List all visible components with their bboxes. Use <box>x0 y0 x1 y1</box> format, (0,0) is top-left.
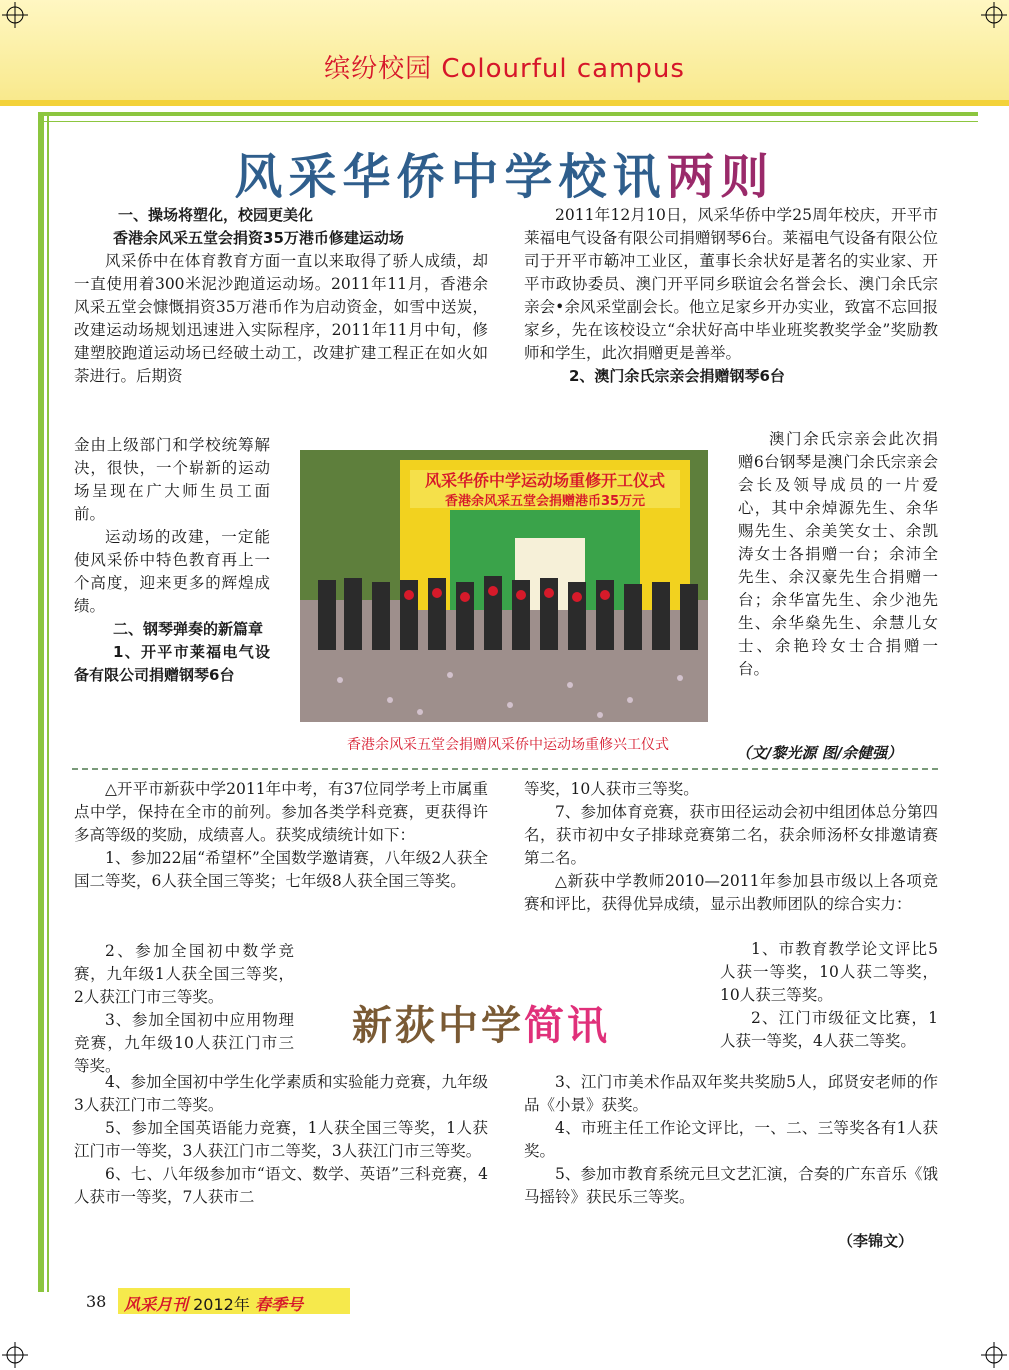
section-header-title: 缤纷校园 Colourful campus <box>324 54 685 84</box>
photo-caption: 香港余风采五堂会捐赠风采侨中运动场重修兴工仪式 <box>347 737 669 753</box>
article-title-highlight: 两则 <box>666 149 775 205</box>
section-heading: 一、操场将塑化，校园更美化 <box>118 206 314 224</box>
article2-right-narrow <box>720 938 938 1053</box>
article-title-main: 风采华侨中学校讯 <box>234 149 667 205</box>
article2-right-bottom <box>524 1071 938 1209</box>
crop-mark-icon <box>2 2 28 28</box>
article2-right-column <box>524 778 938 916</box>
paragraph: 1、参加22届“希望杯”全国数学邀请赛，八年级2人获全国二等奖，6人获全国三等奖；七年级8人获全国三等奖。 <box>74 849 488 890</box>
section-subheading: 香港余风采五堂会捐资35万港币修建运动场 <box>113 229 404 247</box>
paragraph: △新荻中学教师2010—2011年参加县市级以上各项竞赛和评比，获得优异成绩，显示出教师团队的综合实力： <box>524 872 938 913</box>
paragraph: 2、参加全国初中数学竞赛，九年级1人获全国三等奖，2人获江门市三等奖。 <box>74 942 294 1006</box>
photo-banner-line2: 香港余风采五堂会捐赠港币35万元 <box>444 494 646 509</box>
frame-line <box>38 121 978 122</box>
paragraph: 2、江门市级征文比赛，1人获一等奖，4人获二等奖。 <box>720 1009 938 1050</box>
paragraph: 运动场的改建，一定能使风采侨中特色教育再上一个高度，迎来更多的辉煌成绩。 <box>74 528 270 615</box>
article2-title-main: 新荻中学 <box>352 1003 524 1049</box>
paragraph: 4、参加全国初中学生化学素质和实验能力竞赛，九年级3人获江门市二等奖。 <box>74 1073 488 1114</box>
footer-label <box>124 1292 303 1315</box>
section-subheading: 1、开平市莱福电气设备有限公司捐赠钢琴6台 <box>74 643 270 684</box>
paragraph: 3、江门市美术作品双年奖共奖励5人，邱贤安老师的作品《小景》获奖。 <box>524 1073 938 1114</box>
frame-line <box>38 112 978 116</box>
frame-line <box>47 112 49 1292</box>
crop-mark-icon <box>981 2 1007 28</box>
ceremony-photo-illustration <box>300 450 708 722</box>
article1-left-column <box>74 204 488 388</box>
article2-title <box>352 994 610 1051</box>
page-number: 38 <box>86 1292 107 1311</box>
section-divider <box>72 768 938 770</box>
article2-left-narrow <box>74 940 294 1078</box>
magazine-name: 风采月刊 <box>124 1295 189 1314</box>
section-heading: 二、钢琴弹奏的新篇章 <box>113 620 264 638</box>
paragraph: 等奖，10人获市三等奖。 <box>524 780 699 798</box>
article2-title-highlight: 简讯 <box>524 1003 610 1049</box>
frame-line <box>38 112 44 1292</box>
photo-banner-line1: 风采华侨中学运动场重修开工仪式 <box>424 471 666 490</box>
paragraph: 金由上级部门和学校统筹解决，很快，一个崭新的运动场呈现在广大师生员工面前。 <box>74 436 270 523</box>
paragraph: 5、参加市教育系统元旦文艺汇演，合奏的广东音乐《饿马摇铃》获民乐三等奖。 <box>524 1165 938 1206</box>
paragraph: 1、市教育教学论文评比5人获一等奖，10人获二等奖，10人获三等奖。 <box>720 940 938 1004</box>
article2-left-column <box>74 778 488 893</box>
page-header <box>0 0 1009 106</box>
paragraph: 7、参加体育竞赛，获市田径运动会初中组团体总分第四名，获市初中女子排球竞赛第二名，获余师汤杯女排邀请赛第二名。 <box>524 803 938 867</box>
paragraph: △开平市新荻中学2011年中考，有37位同学考上市属重点中学，保持在全市的前列。参加各类学科竞赛，更获得许多高等级的奖励，成绩喜人。获奖成绩统计如下： <box>74 780 488 844</box>
crop-mark-icon <box>981 1342 1007 1368</box>
ceremony-photo <box>300 450 708 722</box>
author-credit: （李锦文） <box>838 1232 914 1250</box>
paragraph: 4、市班主任工作论文评比，一、二、三等奖各有1人获奖。 <box>524 1119 938 1160</box>
footer-season: 春季号 <box>254 1295 303 1314</box>
paragraph: 风采侨中在体育教育方面一直以来取得了骄人成绩，却一直使用着300米泥沙跑道运动场。2011年11月，香港余风采五堂会慷慨捐资35万港币作为启动资金，如雪中送炭，改建运动场规划迅速进入实际程序，2011年11月中旬，修建塑胶跑道运动场已经破土动工，改建扩建工程正在如火如荼进行。后期资 <box>74 252 488 385</box>
paragraph: 澳门余氏宗亲会此次捐赠6台钢琴是澳门余氏宗亲会会长及领导成员的一片爱心，其中余焯源先生、余华赐先生、余美笑女士、余凯涛女士各捐赠一台；余沛全先生、余汉豪先生合捐赠一台；余华富先生、余少池先生、余华燊先生、余慧儿女士、余艳玲女士合捐赠一台。 <box>738 430 938 678</box>
author-credit: （文/黎光源 图/余健强） <box>736 744 903 762</box>
article1-right-column <box>524 204 938 388</box>
article1-right-narrow <box>738 428 938 681</box>
paragraph: 3、参加全国初中应用物理竞赛，九年级10人获江门市三等奖。 <box>74 1011 294 1075</box>
footer-year: 2012年 <box>193 1295 250 1314</box>
paragraph: 5、参加全国英语能力竞赛，1人获全国三等奖，1人获江门市一等奖，3人获江门市二等奖，3人获江门市三等奖。 <box>74 1119 488 1160</box>
paragraph: 6、七、八年级参加市“语文、数学、英语”三科竞赛，4人获市一等奖，7人获市二 <box>74 1165 488 1206</box>
paragraph: 2011年12月10日，风采华侨中学25周年校庆，开平市莱福电气设备有限公司捐赠钢琴6台。莱福电气设备有限公位司于开平市簕冲工业区，董事长余状好是著名的实业家、开平市政协委员、澳门开平同乡联谊会名誉会长、澳门余氏宗亲会•余风采堂副会长。他立足家乡开办实业，致富不忘回报家乡，先在该校设立“余状好高中毕业班奖教奖学金”奖励教师和学生，此次捐赠更是善举。 <box>524 206 938 362</box>
article1-left-narrow <box>74 434 270 687</box>
article2-left-bottom <box>74 1071 488 1209</box>
article-title <box>0 138 1009 207</box>
crop-mark-icon <box>2 1342 28 1368</box>
section-subheading: 2、澳门余氏宗亲会捐赠钢琴6台 <box>569 367 785 385</box>
